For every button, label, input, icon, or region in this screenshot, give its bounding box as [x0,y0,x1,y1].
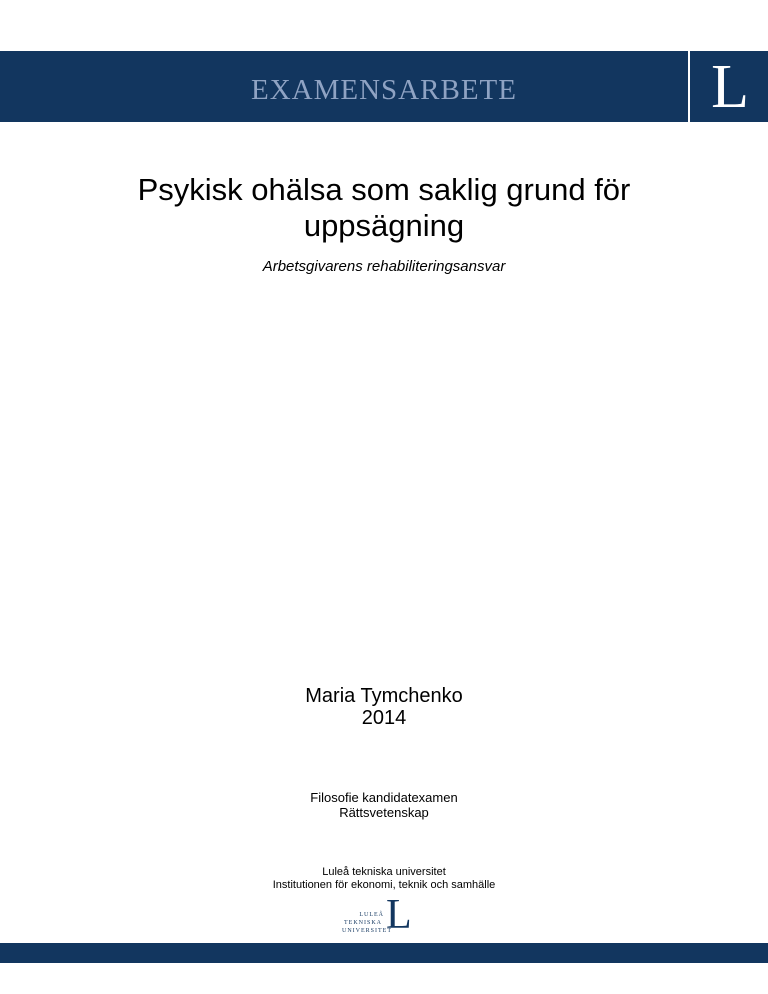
document-title [0,172,768,244]
title-line-1: Psykisk ohälsa som saklig grund för [137,172,631,207]
footer-logo-line-1: LULEÅ [359,912,384,918]
footer-logo-line-3: UNIVERSITET [342,928,392,934]
footer-logo-line-2: TEKNISKA [344,920,382,926]
footer-logo-icon [342,892,426,940]
institution-block [0,866,768,892]
header-title: EXAMENSARBETE [251,74,517,106]
header-divider [688,51,690,122]
title-line-2: uppsägning [303,208,465,243]
department-name: Institutionen för ekonomi, teknik och samhälle [272,879,496,891]
author-block [0,685,768,729]
university-name: Luleå tekniska universitet [322,866,446,878]
degree-block [0,790,768,820]
degree-name: Filosofie kandidatexamen [310,790,458,805]
publication-year: 2014 [361,707,407,729]
university-logo-icon: L [711,53,749,121]
footer-band [0,943,768,963]
document-subtitle: Arbetsgivarens rehabiliteringsansvar [262,258,506,275]
subject-name: Rättsvetenskap [339,805,429,820]
author-name: Maria Tymchenko [305,685,463,707]
footer-logo-letter: L [386,892,412,938]
